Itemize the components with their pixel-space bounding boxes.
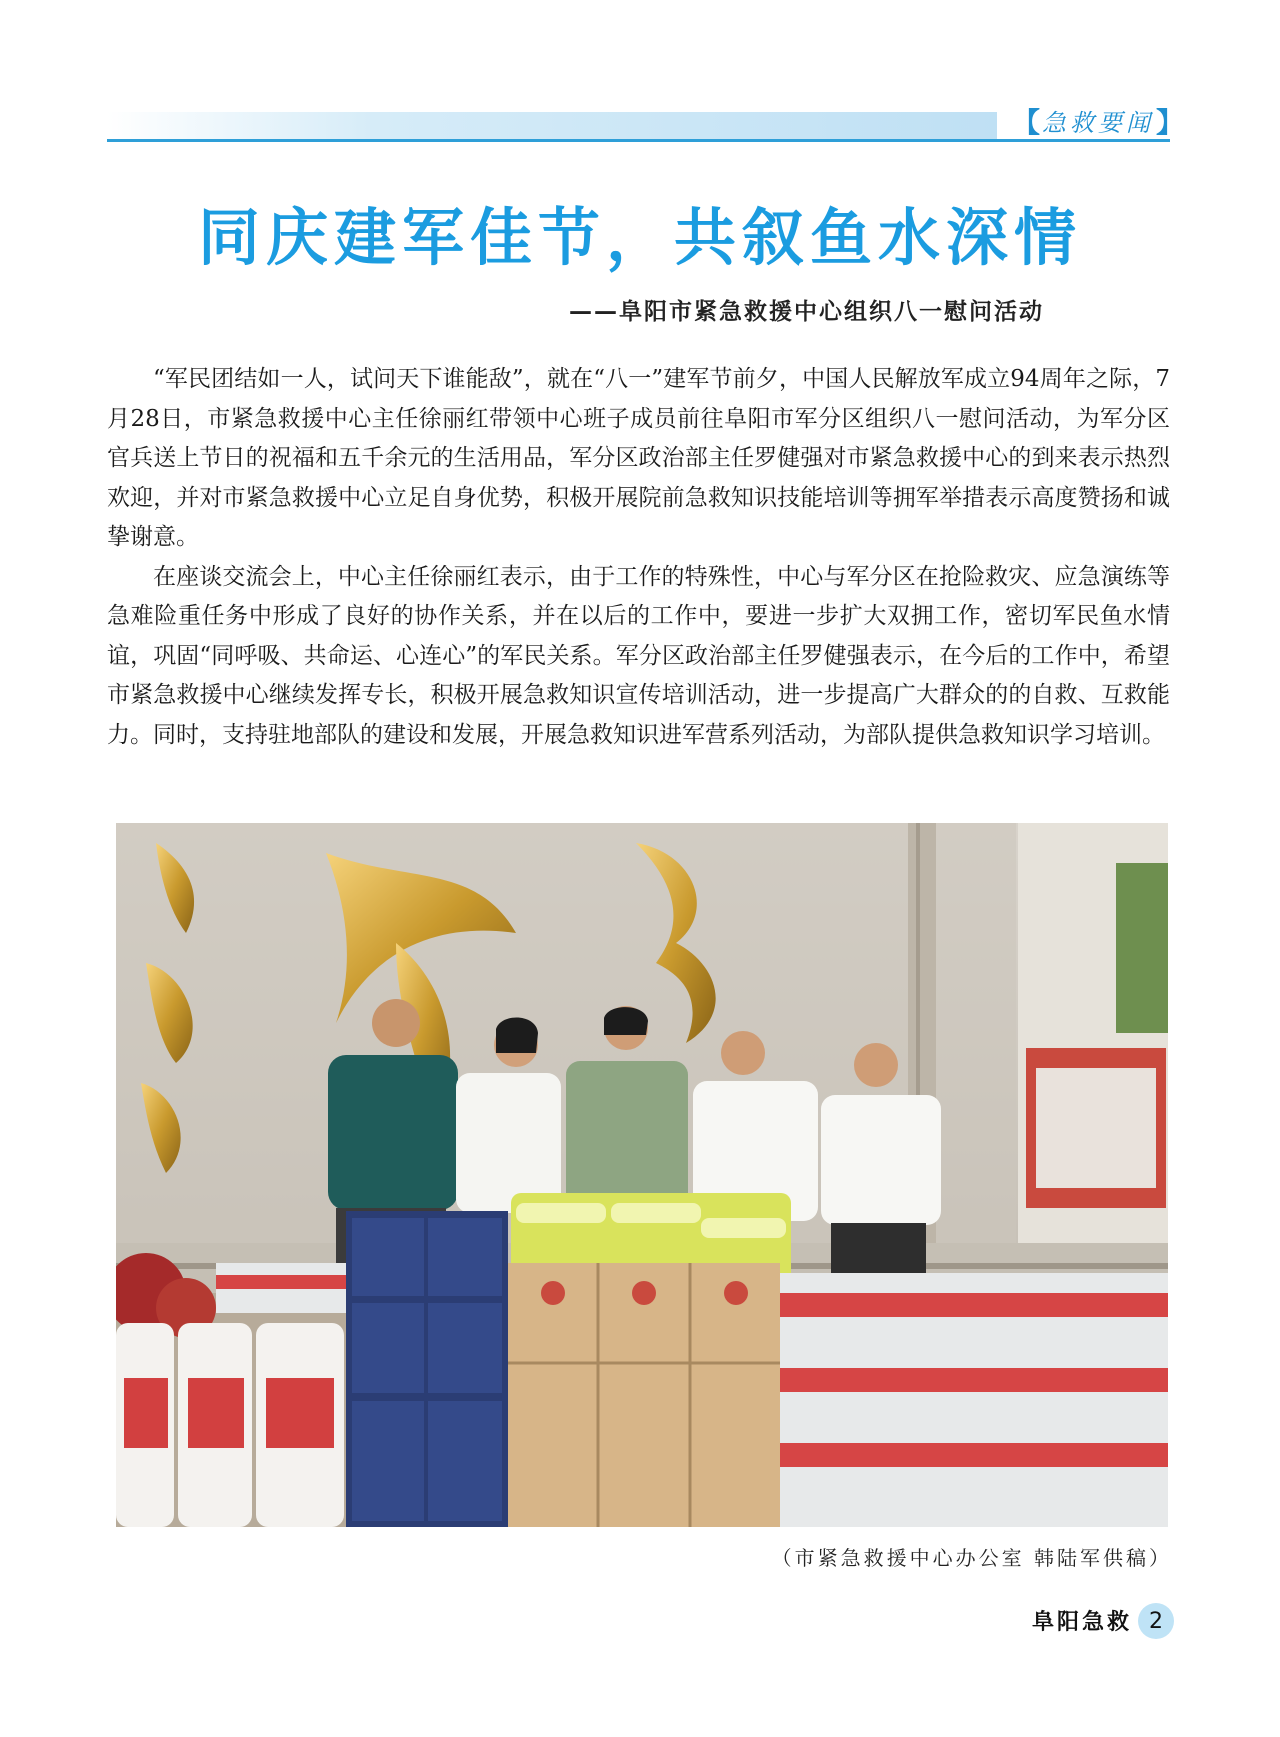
paragraph: “军民团结如一人，试问天下谁能敌”，就在“八一”建军节前夕，中国人民解放军成立94周年之际，7月28日，市紧急救援中心主任徐丽红带领中心班子成员前往阜阳市军分区组织八一慰问活动，为军分区官兵送上节日的祝福和五千余元的生活用品，军分区政治部主任罗健强对市紧急救援中心的到来表示热烈欢迎，并对市紧急救援中心立足自身优势，积极开展院前急救知识技能培训等拥军举措表示高度赞扬和诚挚谢意。 [107, 366, 1170, 550]
photo-credit: （市紧急救援中心办公室 韩陆军供稿） [771, 1546, 1172, 1570]
photo-illustration [116, 823, 1168, 1527]
article-subtitle: ——阜阳市紧急救援中心组织八一慰问活动 [569, 299, 1044, 325]
header-gradient-bar [107, 112, 997, 140]
page-number-badge: 2 [1138, 1603, 1174, 1639]
section-label: 急救要闻 [1042, 109, 1155, 137]
section-bracket-right: 】 [1156, 106, 1185, 139]
header-rule [107, 139, 1170, 142]
article-photo [116, 823, 1168, 1527]
publication-name: 阜阳急救 [1031, 1609, 1132, 1635]
paragraph: 在座谈交流会上，中心主任徐丽红表示，由于工作的特殊性，中心与军分区在抢险救灾、应急演练等急难险重任务中形成了良好的协作关系，并在以后的工作中，要进一步扩大双拥工作，密切军民鱼水情谊，巩固“同呼吸、共命运、心连心”的军民关系。军分区政治部主任罗健强表示，在今后的工作中，希望市紧急救援中心继续发挥专长，积极开展急救知识宣传培训活动，进一步提高广大群众的的自救、互救能力。同时，支持驻地部队的建设和发展，开展急救知识进军营系列活动，为部队提供急救知识学习培训。 [107, 563, 1170, 748]
article-title: 同庆建军佳节，共叙鱼水深情 [197, 201, 1082, 274]
article-body [107, 360, 1170, 755]
section-tag [1012, 106, 1184, 140]
section-bracket-left: 【 [1012, 106, 1041, 139]
